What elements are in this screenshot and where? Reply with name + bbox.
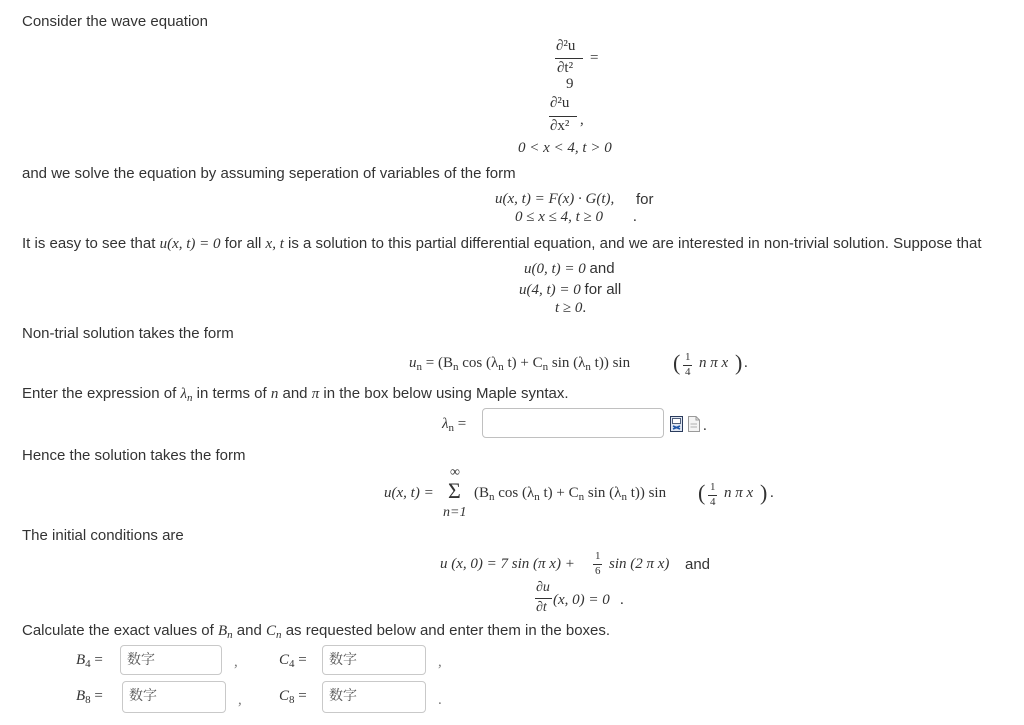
lambda-label: $\lambda_n$ =: [442, 416, 467, 434]
ic-2-denominator: ∂t: [536, 600, 547, 615]
preview-icon[interactable]: [688, 416, 700, 432]
wave-equals: =: [590, 50, 599, 66]
series-sum-symbol: Σ: [448, 478, 461, 503]
wave-domain: 0 < x < 4, t > 0: [518, 140, 612, 156]
hence-text: Hence the solution takes the form: [22, 447, 246, 464]
calc-prompt: Calculate the exact values of $B_n$ and $C_n$ as requested below and enter them in the boxes.: [22, 622, 611, 641]
series-paren-open: (: [698, 480, 706, 505]
un-paren-close: ): [735, 350, 743, 375]
series-frac-num: 1: [710, 481, 716, 493]
bc-3: t ≥ 0: [555, 300, 583, 316]
answer-label-c4: $C_4$ =: [279, 652, 307, 670]
series-body: ($B_n$ $\cos (\lambda_n$ $t) + C_n$ $\sin (\lambda_n$ t)) sin: [474, 485, 667, 503]
ic-2-tail: (x, 0) = 0: [553, 592, 610, 608]
wave-lhs-numerator: ∂²u: [556, 38, 576, 54]
fraction-bar: [549, 116, 577, 117]
un-paren-open: (: [673, 350, 681, 375]
un-arg-tail: n π x: [699, 355, 729, 371]
series-period: .: [770, 485, 774, 501]
series-lhs: u(x, t) =: [384, 485, 434, 501]
wave-rhs-numerator: ∂²u: [550, 95, 570, 111]
trivial-math-2: x, t: [265, 236, 284, 252]
bc-2-for-all: for all: [584, 281, 622, 298]
trivial-after: is a solution to this partial differential equation, and we are interested in non-trivial solution. Suppose that: [288, 235, 982, 252]
ic-1: u (x, 0) = 7 sin (π x) +: [440, 556, 575, 572]
trivial-sentence: [22, 235, 982, 253]
ic-1-tail: sin (2 π x): [609, 556, 670, 572]
lambda-period: .: [703, 418, 707, 434]
bc-3-period: .: [582, 300, 587, 316]
answer-label-c8: $C_8$ =: [279, 688, 307, 706]
lambda-input[interactable]: [482, 408, 664, 438]
answer-sep-c8: .: [438, 692, 442, 708]
un-frac-den: 4: [685, 366, 691, 378]
ic-2-period: .: [620, 592, 624, 608]
series-sum-bottom: n=1: [443, 505, 467, 520]
series-paren-close: ): [760, 480, 768, 505]
un-expression: $u_n = (B_n$ $\cos (\lambda_n$ $t) + C_n$ $\sin (\lambda_n$ t)) sin: [409, 355, 631, 373]
trivial-before: It is easy to see that: [22, 235, 156, 252]
trivial-middle: for all: [224, 235, 262, 252]
wave-rhs-comma: ,: [580, 112, 584, 128]
non-trivial-text: Non-trial solution takes the form: [22, 325, 234, 342]
trivial-math-1: u(x, t) = 0: [159, 236, 221, 252]
answer-label-b4: $B_4$ =: [76, 652, 103, 670]
initial-text: The initial conditions are: [22, 527, 184, 544]
separation-for: for: [636, 191, 654, 208]
bc-1-and: and: [589, 260, 615, 277]
separation-expression: u(x, t) = F(x) · G(t),: [495, 191, 615, 207]
ic-1-frac-num: 1: [595, 550, 601, 562]
separation-period: .: [633, 209, 637, 225]
fraction-bar: [535, 598, 552, 599]
ic-1-frac-den: 6: [595, 565, 601, 577]
bc-2: u(4, t) = 0: [519, 282, 581, 298]
intro-text: Consider the wave equation: [22, 13, 208, 30]
series-arg-tail: n π x: [724, 485, 754, 501]
separation-text: and we solve the equation by assuming seperation of variables of the form: [22, 165, 516, 182]
answer-sep-b8: ,: [238, 692, 242, 708]
answer-input-b4[interactable]: 数字: [120, 645, 222, 675]
answer-label-b8: $B_8$ =: [76, 688, 103, 706]
lambda-prompt: Enter the expression of $\lambda_n$ in terms of n and π in the box below using Maple syntax.: [22, 385, 569, 404]
ic-2-numerator: ∂u: [536, 580, 550, 595]
equation-editor-icon[interactable]: [670, 416, 683, 432]
answer-sep-c4: ,: [438, 654, 442, 670]
wave-lhs-denominator: ∂t²: [557, 60, 574, 76]
bc-1: u(0, t) = 0: [524, 261, 586, 277]
separation-range: 0 ≤ x ≤ 4, t ≥ 0: [515, 209, 604, 225]
answer-input-c4[interactable]: 数字: [322, 645, 426, 675]
series-frac-den: 4: [710, 496, 716, 508]
fraction-bar: [555, 58, 583, 59]
un-frac-num: 1: [685, 351, 691, 363]
answer-input-c8[interactable]: 数字: [322, 681, 426, 713]
answer-input-b8[interactable]: 数字: [122, 681, 226, 713]
series-sum-top: ∞: [450, 465, 460, 480]
ic-1-and: and: [685, 556, 711, 573]
answer-sep-b4: ,: [234, 654, 238, 670]
wave-coefficient: 9: [566, 76, 574, 92]
un-period: .: [744, 355, 748, 371]
wave-rhs-denominator: ∂x²: [550, 118, 570, 134]
